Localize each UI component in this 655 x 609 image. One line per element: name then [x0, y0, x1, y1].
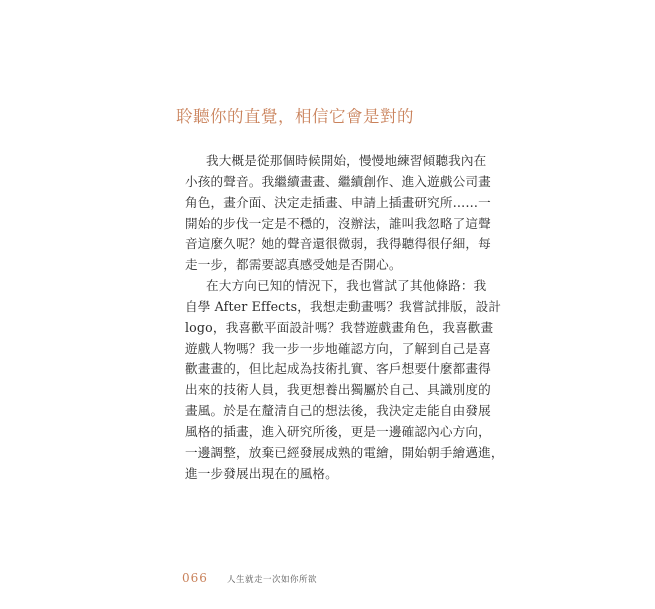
text-line: 進一步發展出現在的風格。 — [185, 465, 338, 481]
text-line: 音這麼久呢？她的聲音還很微弱，我得聽得很仔細，每 — [185, 236, 491, 252]
text-line: 在大方向已知的情況下，我也嘗試了其他條路：我 — [206, 278, 487, 294]
text-line: 我大概是從那個時候開始，慢慢地練習傾聽我內在 — [206, 153, 487, 168]
text-line: 遊戲人物嗎？我一步一步地確認方向，了解到自己是喜 — [185, 340, 491, 356]
page-footer — [182, 567, 317, 586]
text-line: 風格的插畫，進入研究所後，更是一邊確認內心方向， — [185, 423, 491, 439]
text-line: logo，我喜歡平面設計嗎？我替遊戲畫角色，我喜歡畫 — [185, 319, 494, 335]
running-title: 人生就走一次如你所欲 — [227, 575, 318, 585]
text-line: 小孩的聲音。我繼續畫畫、繼續創作、進入遊戲公司畫 — [185, 173, 491, 189]
text-line: 開始的步伐一定是不穩的，沒辦法，誰叫我忽略了這聲 — [185, 215, 491, 231]
text-line: 走一步，都需要認真感受她是否開心。 — [185, 257, 402, 273]
body-text — [185, 151, 504, 485]
text-line: 出來的技術人員，我更想養出獨屬於自己、具識別度的 — [185, 382, 491, 398]
section-heading: 聆聽你的直覺，相信它會是對的 — [176, 107, 414, 126]
text-line: 歡畫畫的，但比起成為技術扎實、客戶想要什麼都畫得 — [185, 361, 491, 377]
text-line: 畫風。於是在釐清自己的想法後，我決定走能自由發展 — [185, 403, 491, 419]
paragraph — [185, 151, 491, 276]
text-line: 角色，畫介面、決定走插畫、申請上插畫研究所……一 — [185, 194, 491, 210]
paragraph — [185, 276, 504, 484]
page-number: 066 — [182, 571, 208, 585]
text-line: 一邊調整，放棄已經發展成熟的電繪，開始朝手繪邁進， — [185, 444, 504, 460]
text-line: 自學 After Effects，我想走動畫嗎？我嘗試排版，設計 — [185, 298, 502, 314]
